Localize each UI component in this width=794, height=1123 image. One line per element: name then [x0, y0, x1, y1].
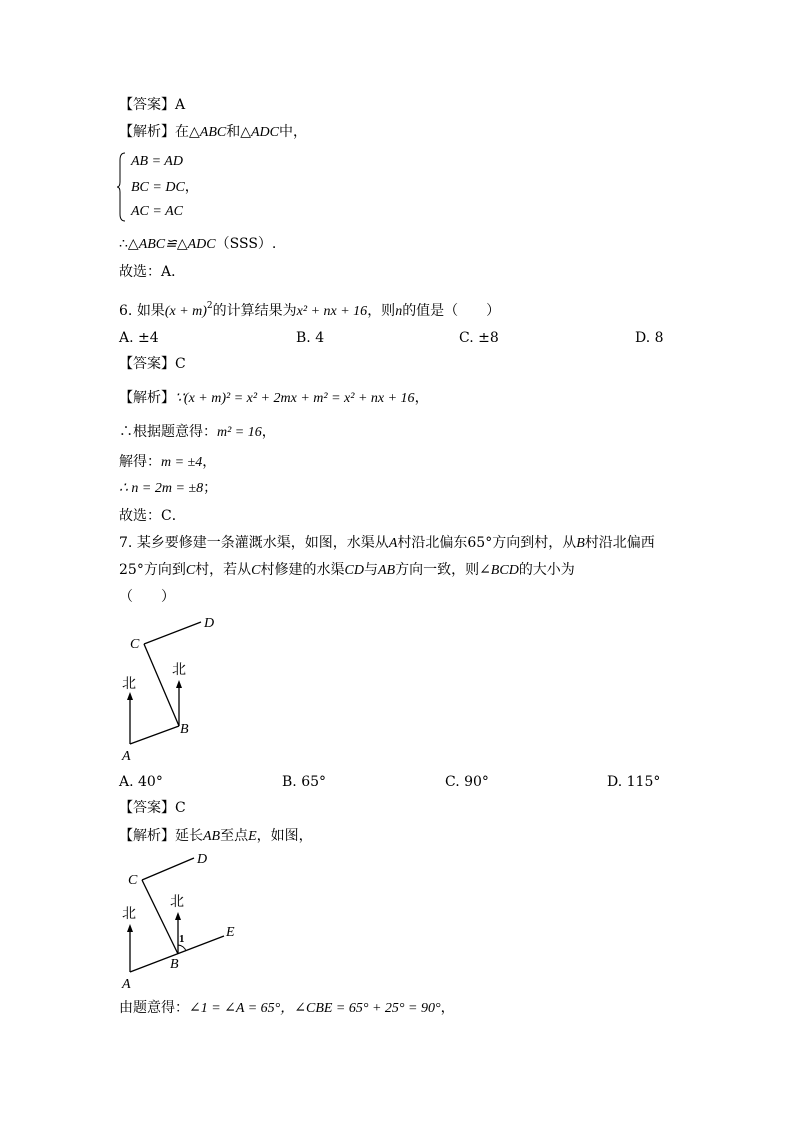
- angle-1-arc: [178, 945, 186, 951]
- q7-option-c: C. 90°: [445, 774, 489, 790]
- math: C: [185, 563, 196, 578]
- q7-analysis-line: [119, 826, 313, 847]
- math: ∵(x + m)² = x² + 2mx + m² = x² + nx + 16: [175, 391, 415, 406]
- q6-option-c: C. ±8: [459, 330, 499, 346]
- math: 65°: [467, 535, 493, 551]
- line-bc: [144, 644, 179, 726]
- label-d: D: [197, 852, 208, 867]
- math: C: [251, 563, 261, 578]
- line-cd: [142, 858, 194, 880]
- answer-value: C: [175, 800, 186, 816]
- analysis-label: 【解析】: [119, 828, 175, 844]
- label-north: 北: [172, 663, 186, 678]
- math: n: [395, 304, 403, 319]
- q6-option-b: B. 4: [296, 330, 325, 346]
- line-cd: [144, 622, 201, 644]
- text: 和: [226, 124, 241, 140]
- text: 与: [363, 562, 378, 578]
- q6-step: [119, 422, 276, 443]
- text: 由题意得：: [119, 1000, 189, 1016]
- q6-option-d: D. 8: [635, 330, 664, 346]
- text: ，: [261, 424, 276, 440]
- analysis-label: 【解析】: [119, 390, 175, 406]
- q6-answer-line: [119, 354, 186, 374]
- text: ，: [202, 454, 217, 470]
- q6-analysis-line: [119, 388, 429, 409]
- math: △ADC: [240, 125, 279, 140]
- answer-label: 【答案】: [119, 97, 175, 113]
- math: CD: [344, 563, 364, 578]
- q6-stem: [119, 296, 500, 322]
- text: 在: [175, 124, 189, 140]
- q7-option-b: B. 65°: [282, 774, 327, 790]
- text: 中，: [279, 124, 307, 140]
- text: ∴根据题意得：: [119, 424, 217, 440]
- text: ∴: [119, 236, 128, 252]
- label-b: B: [180, 722, 189, 737]
- text: 某乡要修建一条灌溉水渠，如图，水渠从: [136, 535, 389, 551]
- q7-figure-2: [114, 848, 254, 993]
- text: ，如图，: [256, 828, 313, 844]
- line-bc: [142, 880, 178, 954]
- math: ∴ n = 2m = ±8: [119, 481, 204, 496]
- q7-answer-line: [119, 798, 186, 818]
- math: m = ±4: [161, 455, 203, 470]
- answer-value: C: [175, 356, 186, 372]
- text: ，则: [367, 303, 396, 319]
- math: B: [576, 536, 585, 551]
- line-ab: [130, 726, 179, 744]
- label-b: B: [170, 957, 179, 972]
- arrowhead-icon: [127, 692, 133, 700]
- question-number: 6.: [119, 303, 133, 319]
- math: E: [248, 829, 257, 844]
- text: 村沿北偏西: [584, 535, 655, 551]
- math: △ABC≌△ADC: [127, 237, 216, 252]
- text: ，: [440, 1000, 455, 1016]
- q7-option-d: D. 115°: [607, 774, 661, 790]
- text: 村沿北偏东: [397, 535, 468, 551]
- math: A: [388, 536, 398, 551]
- q7-figure-1: [114, 612, 234, 767]
- math: AB: [377, 563, 396, 578]
- q7-stem-line2: [119, 560, 575, 581]
- text: 的大小为: [518, 562, 575, 578]
- text: （SSS）.: [215, 236, 277, 252]
- label-north: 北: [122, 677, 136, 692]
- q7-stem-line1: [119, 533, 655, 554]
- math: (x + m): [164, 304, 207, 319]
- text: ，: [184, 179, 199, 195]
- math: m² = 16: [217, 425, 262, 440]
- analysis-label: 【解析】: [119, 124, 175, 140]
- q6-option-a: A. ±4: [119, 330, 159, 346]
- text: 至点: [220, 828, 249, 844]
- answer-label: 【答案】: [119, 800, 175, 816]
- text: 的计算结果为: [212, 303, 297, 319]
- label-north: 北: [170, 895, 184, 910]
- math: BC = DC: [131, 180, 185, 195]
- label-a: A: [122, 749, 131, 764]
- arrowhead-icon: [127, 924, 133, 932]
- q6-step: [119, 452, 216, 473]
- text: ，: [414, 390, 429, 406]
- math: 2: [206, 301, 213, 311]
- q5-choice: 故选：A．: [119, 264, 186, 280]
- arrowhead-icon: [175, 912, 181, 920]
- q7-paren: （ ）: [119, 589, 175, 605]
- equation-line: AC = AC: [131, 204, 183, 219]
- answer-label: 【答案】: [119, 356, 175, 372]
- text: 延长: [175, 828, 203, 844]
- text: 方向到村，从: [492, 535, 577, 551]
- text: 村，若从: [195, 562, 252, 578]
- q6-choice: 故选：C．: [119, 508, 186, 524]
- arrowhead-icon: [176, 680, 182, 688]
- q5-answer-line: [119, 95, 185, 115]
- text: 村修建的水渠: [260, 562, 345, 578]
- q7-final-line: [119, 998, 455, 1019]
- label-north: 北: [122, 907, 136, 922]
- math: △ABC: [189, 125, 227, 140]
- math: x² + nx + 16: [296, 304, 368, 319]
- label-a: A: [122, 977, 131, 992]
- q6-step: [119, 478, 217, 499]
- label-d: D: [204, 616, 215, 631]
- math: ∠1 = ∠A = 65°，∠CBE = 65° + 25° = 90°: [189, 1001, 441, 1016]
- equation-line: AB = AD: [131, 154, 183, 169]
- math: 25°: [119, 562, 144, 578]
- label-c: C: [130, 637, 140, 652]
- text: ；: [203, 480, 218, 496]
- question-number: 7.: [119, 535, 133, 551]
- answer-value: A: [175, 97, 186, 113]
- text: 解得：: [119, 454, 161, 470]
- equation-line: [131, 177, 199, 198]
- text: 方向一致，则: [395, 562, 480, 578]
- math: AB: [203, 829, 221, 844]
- text: 方向到: [143, 562, 186, 578]
- label-e: E: [226, 925, 235, 940]
- label-c: C: [128, 873, 138, 888]
- q7-option-a: A. 40°: [119, 774, 163, 790]
- q5-conclusion: [119, 234, 276, 255]
- text: 的值是（ ）: [402, 303, 501, 319]
- label-angle-1: 1: [179, 933, 185, 945]
- q5-analysis-line: [119, 122, 307, 143]
- math: ∠BCD: [479, 563, 519, 578]
- text: 如果: [136, 303, 165, 319]
- equation-brace: [117, 152, 127, 222]
